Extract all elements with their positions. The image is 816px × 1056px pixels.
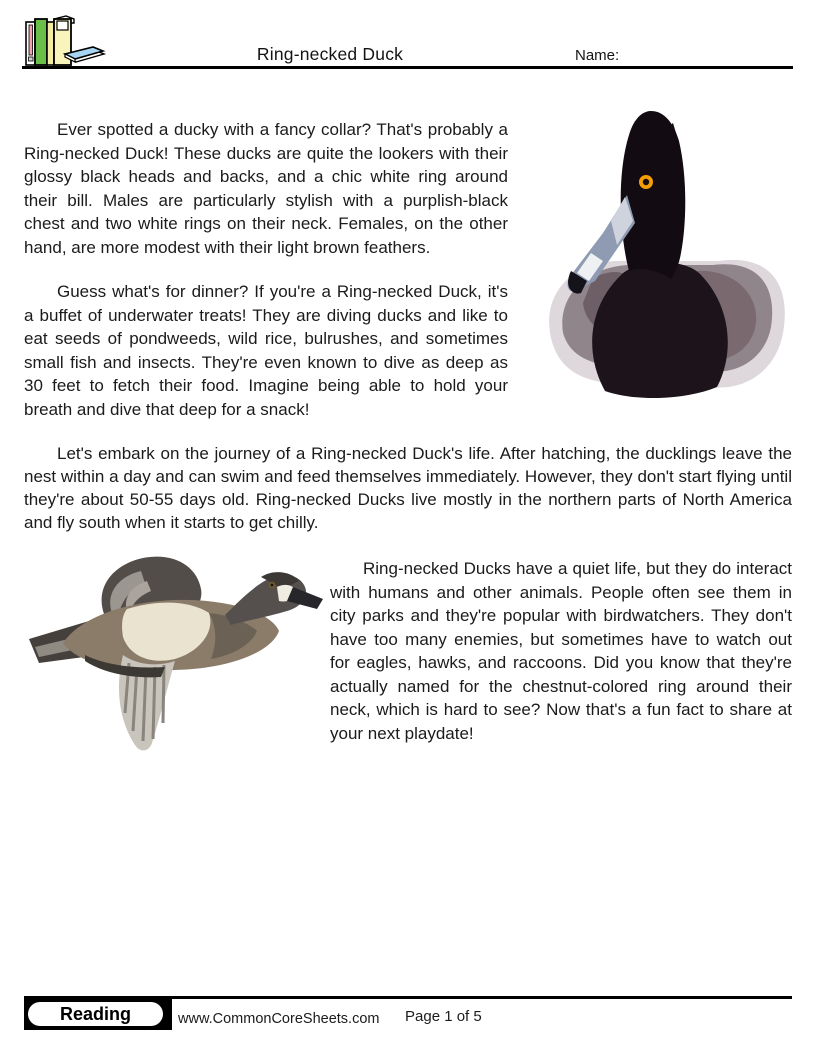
header-rule — [22, 66, 793, 69]
duck-portrait-image — [533, 103, 799, 398]
passage-paragraph-3: Let's embark on the journey of a Ring-necked Duck's life. After hatching, the ducklings leave the nest within a day and can swim and feed themselves immediately. However, they don't start flying until they're about 50-55 days old. Ring-necked Ducks live mostly in the northern parts of North America and fly south when it starts to get chilly. — [24, 444, 792, 532]
passage-paragraph-4: Ring-necked Ducks have a quiet life, but they do interact with humans and other animals. People often see them in city parks and they're popular with birdwatchers. They don't have too many enemies, but sometimes have to watch out for eagles, hawks, and raccoons. Did you know that they're actually named for the chestnut-colored ring around their neck, which is hard to see? Now that's a fun fact to share at your next playdate! — [330, 559, 792, 743]
name-label: Name: — [575, 47, 620, 64]
page-title: Ring-necked Duck — [256, 44, 404, 64]
page-number: Page 1 of 5 — [405, 1008, 482, 1025]
passage-paragraph-2: Guess what's for dinner? If you're a Ring-necked Duck, it's a buffet of underwater treats! They are diving ducks and like to eat seeds of pondweeds, wild rice, bulrushes, and sometimes small fish and insects. They're even known to dive as deep as 30 feet to fetch their food. Imagine being able to hold your breath and dive that deep for a snack! — [24, 282, 508, 419]
duck-flying-image — [25, 543, 325, 765]
subject-badge-label: Reading — [28, 1002, 163, 1026]
passage-paragraph-1: Ever spotted a ducky with a fancy collar? That's probably a Ring-necked Duck! These ducks are quite the lookers with their glossy black heads and backs, and a chic white ring around their bill. Males are particularly stylish with a purplish-black chest and two white rings on their neck. Females, on the other hand, are more modest with their light brown feathers. — [24, 120, 508, 257]
website-text: www.CommonCoreSheets.com — [178, 1011, 380, 1027]
subject-badge — [24, 998, 172, 1030]
